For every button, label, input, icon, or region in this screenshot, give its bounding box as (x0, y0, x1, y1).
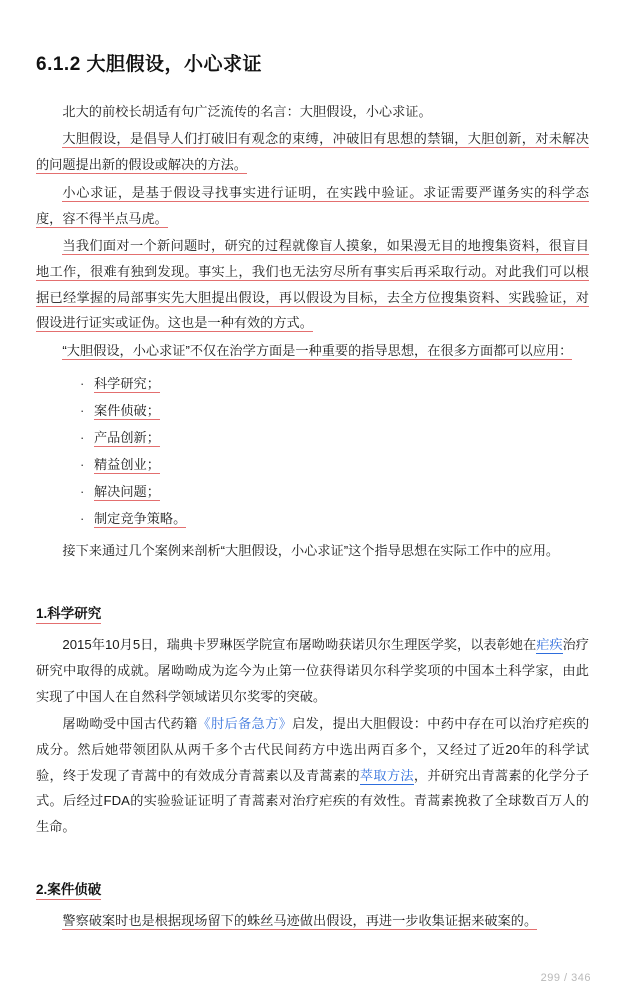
paragraph-1 (36, 99, 589, 125)
list-item (80, 424, 589, 451)
paragraph-5 (36, 338, 589, 364)
paragraph-1-text: 北大的前校长胡适有句广泛流传的名言：大胆假设，小心求证。 (62, 103, 432, 119)
list-item (80, 478, 589, 505)
list-item (80, 370, 589, 397)
paragraph-2 (36, 126, 589, 177)
subsection-heading-1: 1.科学研究 (36, 602, 101, 622)
text-run: ，并研究出青蒿素的化学分子式。后经过FDA的实验验证证明了青蒿素对治疗疟疾的有效性。青蒿素挽救了全球数百万人的生命。 (36, 767, 590, 835)
list-item (80, 505, 589, 532)
list-item-label: 解决问题； (94, 484, 160, 500)
bullet-dot-icon: · (80, 403, 85, 418)
closing-paragraph-text: 接下来通过几个案例来剖析“大胆假设，小心求证”这个指导思想在实际工作中的应用。 (62, 543, 560, 559)
subsection-2-paragraph-1 (36, 908, 589, 934)
application-list (36, 370, 589, 532)
text-run: 屠呦呦受中国古代药籍 (62, 716, 198, 732)
bullet-dot-icon: · (80, 511, 85, 527)
subsection-1-paragraph-1 (36, 632, 589, 709)
paragraph-2-text: 大胆假设，是倡导人们打破旧有观念的束缚，冲破旧有思想的禁锢，大胆创新，对未解决的问题提出新的假设或解决的方法。 (36, 131, 589, 173)
paragraph-5-text: “大胆假设，小心求证”不仅在治学方面是一种重要的指导思想，在很多方面都可以应用： (62, 343, 573, 359)
list-item (80, 451, 589, 478)
text-run: 警察破案时也是根据现场留下的蛛丝马迹做出假设，再进一步收集证据来破案的。 (62, 912, 538, 928)
text-run: 治疗研究中取得的成就。屠呦呦成为迄今为止第一位获得诺贝尔科学奖项的中国本土科学家，由此实现了中国人在自然科学领域诺贝尔奖零的突破。 (36, 637, 589, 704)
list-item (80, 397, 589, 424)
text-run: 2015年10月5日，瑞典卡罗琳医学院宣布屠呦呦获诺贝尔生理医学奖，以表彰她在 (62, 637, 537, 653)
link-extraction-method[interactable]: 萃取方法 (359, 767, 414, 783)
bullet-dot-icon: · (80, 430, 85, 446)
subsection-heading-2: 2.案件侦破 (36, 878, 101, 898)
closing-paragraph (36, 538, 589, 564)
list-item-label: 精益创业； (94, 457, 160, 473)
bullet-dot-icon: · (80, 375, 85, 391)
page-number: 299 / 346 (540, 972, 591, 984)
paragraph-3-text: 小心求证，是基于假设寻找事实进行证明，在实践中验证。求证需要严谨务实的科学态度，容不得半点马虎。 (36, 184, 589, 226)
list-item-label: 科学研究； (94, 375, 160, 391)
link-book-title[interactable]: 《肘后备急方》 (197, 716, 293, 732)
subsection-1-paragraph-2 (36, 711, 589, 840)
page-title: 6.1.2 大胆假设，小心求证 (36, 54, 263, 75)
text-run: 启发，提出大胆假设：中药中存在可以治疗疟疾的成分。然后她带领团队从两千多个古代民间药方中选出两百多个，又经过了近20年的科学试验，终于发现了青蒿中的有效成分青蒿素以及青蒿素的 (36, 716, 590, 783)
paragraph-3 (36, 180, 589, 231)
paragraph-4-text: 当我们面对一个新问题时，研究的过程就像盲人摸象，如果漫无目的地搜集资料，很盲目地工作，很难有独到发现。事实上，我们也无法穷尽所有事实后再采取行动。对此我们可以根据已经掌握的局部事实先大胆提出假设，再以假设为目标，去全方位搜集资料、实践验证，对假设进行证实或证伪。这也是一种有效的方式。 (36, 238, 589, 331)
bullet-dot-icon: · (80, 457, 85, 473)
list-item-label: 案件侦破； (94, 403, 160, 418)
link-malaria[interactable]: 疟疾 (536, 637, 563, 653)
list-item-label: 制定竞争策略。 (94, 511, 187, 527)
list-item-label: 产品创新； (94, 430, 160, 446)
paragraph-4 (36, 233, 589, 336)
bullet-dot-icon: · (80, 484, 85, 500)
